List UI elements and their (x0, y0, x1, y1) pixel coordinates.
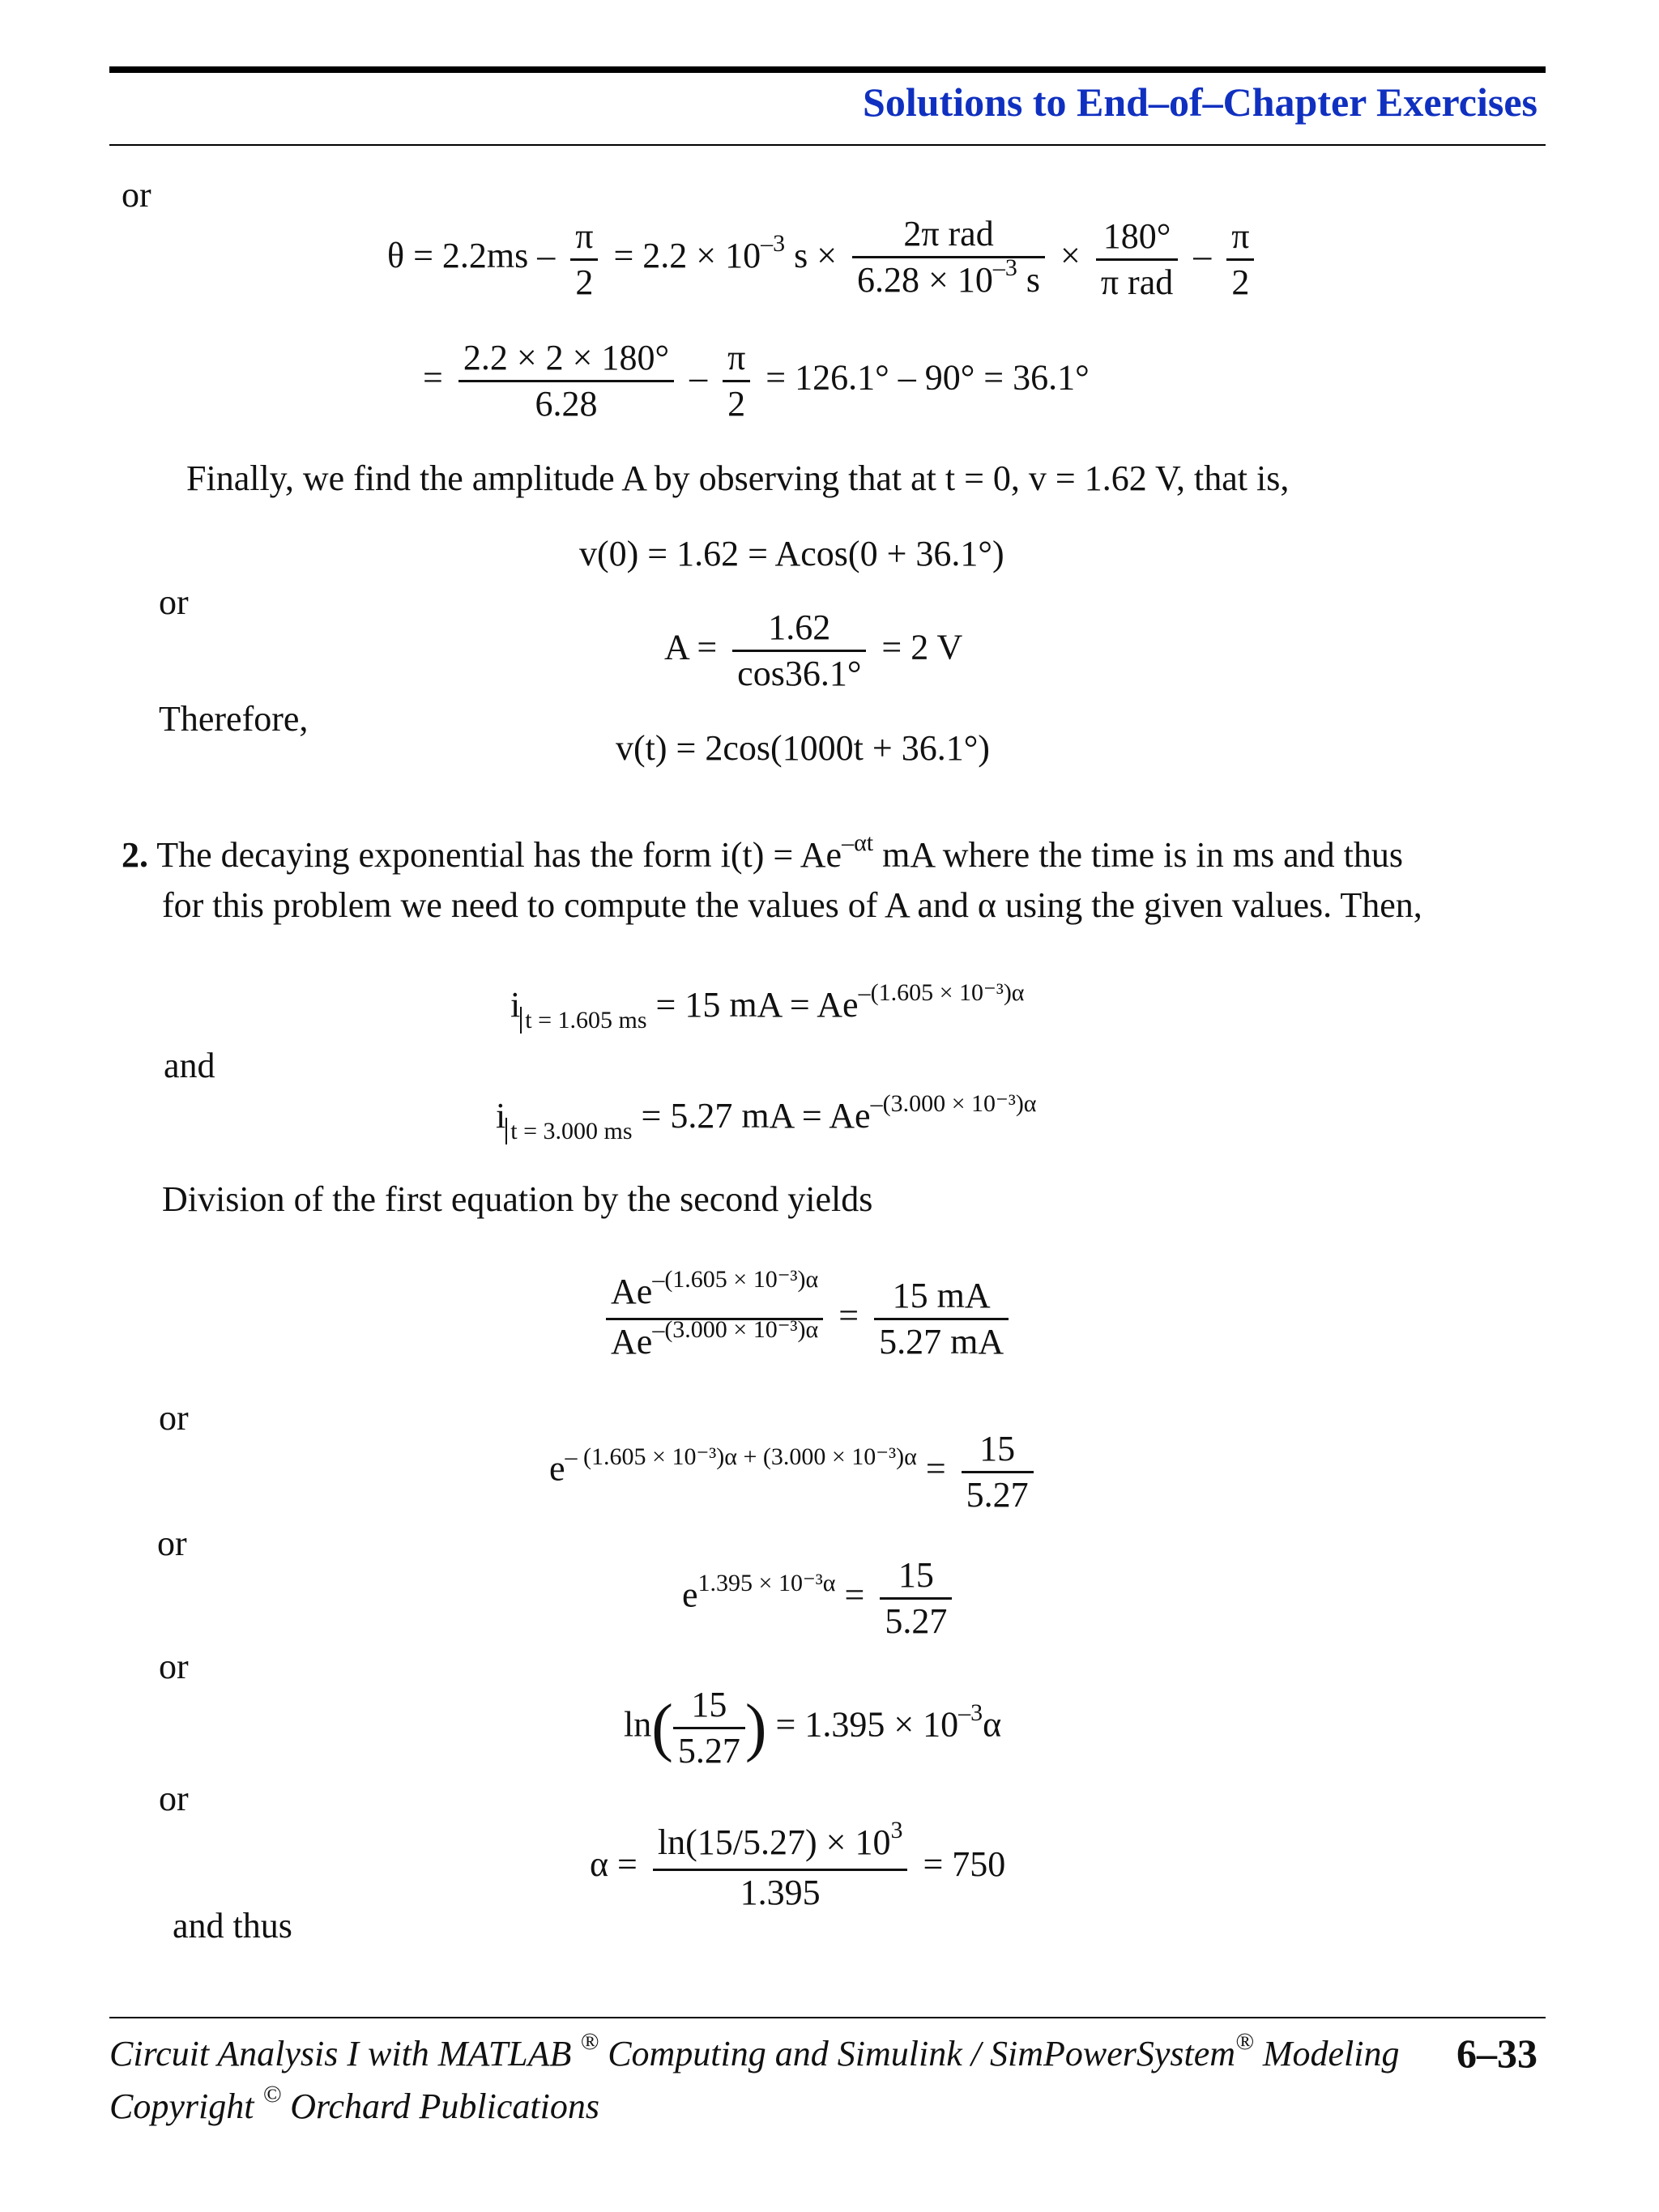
frac-Ae-ratio: $\frac{Ae^{-(1.605 \times 10^{-3})\alpha}}{Ae^{-(3.000 \times 10^{-3})\alpha}}$ (606, 1270, 823, 1368)
word-or-4: or (157, 1524, 187, 1563)
word-or-2: or (159, 582, 189, 622)
page-number: 6–33 (1456, 2031, 1537, 2076)
frac-22-2-180: $\frac{2.2 \times 2 \times 180^\circ}{6.28}$ (458, 336, 674, 426)
paragraph-division: Division of the first equation by the second yields (162, 1179, 873, 1219)
eq-ratio: $\frac{Ae^{-(1.605 \times 10^{-3})\alpha}}{Ae^{-(3.000 \times 10^{-3})\alpha}}$ = $\frac{15 mA}{5.27 mA}$ (599, 1270, 1015, 1368)
word-and-thus: and thus (173, 1906, 292, 1946)
eq-i1: i $_{t = 1.605 ms}$ = 15 mA = $Ae^{-(1.605 \times 10^{-3})\alpha}$ (510, 979, 1025, 1034)
header-rule-thin (109, 144, 1546, 146)
eq-theta-line1 (387, 212, 1260, 306)
eq-theta2-minus: – (689, 357, 708, 398)
eq-v0: v(0) = 1.62 = Acos(0 + 36.1°) (579, 534, 1004, 573)
eq-theta-s-times: s × (794, 236, 838, 276)
header-rule-thick (109, 66, 1546, 73)
eq-theta-line2 (423, 336, 1090, 426)
eq-theta-mid: = 2.2 × 10 (613, 236, 761, 276)
problem2-line1: 2. The decaying exponential has the form $i(t) = Ae^{-\alpha t}$ mA where the time is in ms and thus (122, 829, 1403, 875)
word-or-1: or (122, 175, 151, 215)
word-or-6: or (159, 1779, 189, 1818)
eq-e2: $e^{1.395 \times 10^{-3}\alpha}$ = $\frac{15}{5.27}$ (682, 1554, 958, 1643)
frac-2pi-rad: $\frac{\text{2π rad}}{6.28 \times 10^{-3} s}$ (852, 212, 1045, 306)
eq-vt: v(t) = 2cos(1000t + 36.1°) (616, 728, 990, 768)
eq-theta2-eq: = (423, 357, 443, 398)
footer-rule (109, 2017, 1546, 2018)
frac-ln-over-1395: $\frac{\ln(15/5.27) \times 10^3}{1.395}$ (653, 1821, 908, 1915)
eq-e1: $e^{- (1.605 \times 10^{-3})\alpha + (3.000 \times 10^{-3})\alpha}$ = $\frac{15}{5.27}$ (549, 1427, 1040, 1517)
frac-pi-over-2: $\frac{\pi}{2}$ (570, 215, 598, 305)
frac-15-527-b: $\frac{15}{5.27}$ (880, 1554, 952, 1643)
paragraph-finally: Finally, we find the amplitude A by observing that at t = 0, v = 1.62 V, that is, (186, 458, 1290, 498)
eq-i2: i $_{t = 3.000 ms}$ = 5.27 mA = $Ae^{-(3.000 \times 10^{-3})\alpha}$ (496, 1090, 1037, 1144)
footer-line1: Circuit Analysis I with MATLAB ® Computing and Simulink / SimPowerSystem® Modeling (109, 2028, 1400, 2073)
problem-number: 2. (122, 835, 148, 875)
header-title: Solutions to End–of–Chapter Exercises (863, 79, 1537, 125)
eq-theta2-result: = 126.1° – 90° = 36.1° (766, 357, 1090, 398)
frac-180-pi-rad: $\frac{180^\circ}{\text{π rad}}$ (1096, 215, 1178, 305)
exp-minus3: –3 (761, 230, 786, 258)
eq-theta-lhs: θ = 2.2ms – (387, 236, 556, 276)
eq-theta-times: × (1060, 236, 1081, 276)
word-and: and (164, 1046, 215, 1085)
word-or-5: or (159, 1647, 189, 1686)
frac-15mA-527mA: $\frac{15 mA}{5.27 mA}$ (874, 1274, 1009, 1364)
problem2-line2: for this problem we need to compute the values of A and α using the given values. Then, (162, 885, 1422, 925)
frac-15-527-c: $\frac{15}{5.27}$ (673, 1683, 745, 1773)
eq-theta-minus: – (1193, 236, 1212, 276)
eq-ln: ln( $\frac{15}{5.27}$ ) = $1.395 \times 10^{-3}\alpha$ (624, 1683, 1001, 1773)
eq-alpha: α = $\frac{\ln(15/5.27) \times 10^3}{1.395}$ = 750 (590, 1821, 1005, 1915)
word-therefore: Therefore, (159, 699, 309, 739)
frac-162-cos: $\frac{1.62}{\cos 36.1^\circ}$ (732, 606, 866, 696)
frac-pi-over-2-c: $\frac{\pi}{2}$ (723, 336, 750, 426)
eq-A: A = $\frac{1.62}{\cos 36.1^\circ}$ = 2 V (664, 606, 962, 696)
frac-pi-over-2-b: $\frac{\pi}{2}$ (1226, 215, 1254, 305)
footer-line2: Copyright © Orchard Publications (109, 2081, 599, 2126)
word-or-3: or (159, 1398, 189, 1438)
frac-15-527-a: $\frac{15}{5.27}$ (962, 1427, 1034, 1517)
